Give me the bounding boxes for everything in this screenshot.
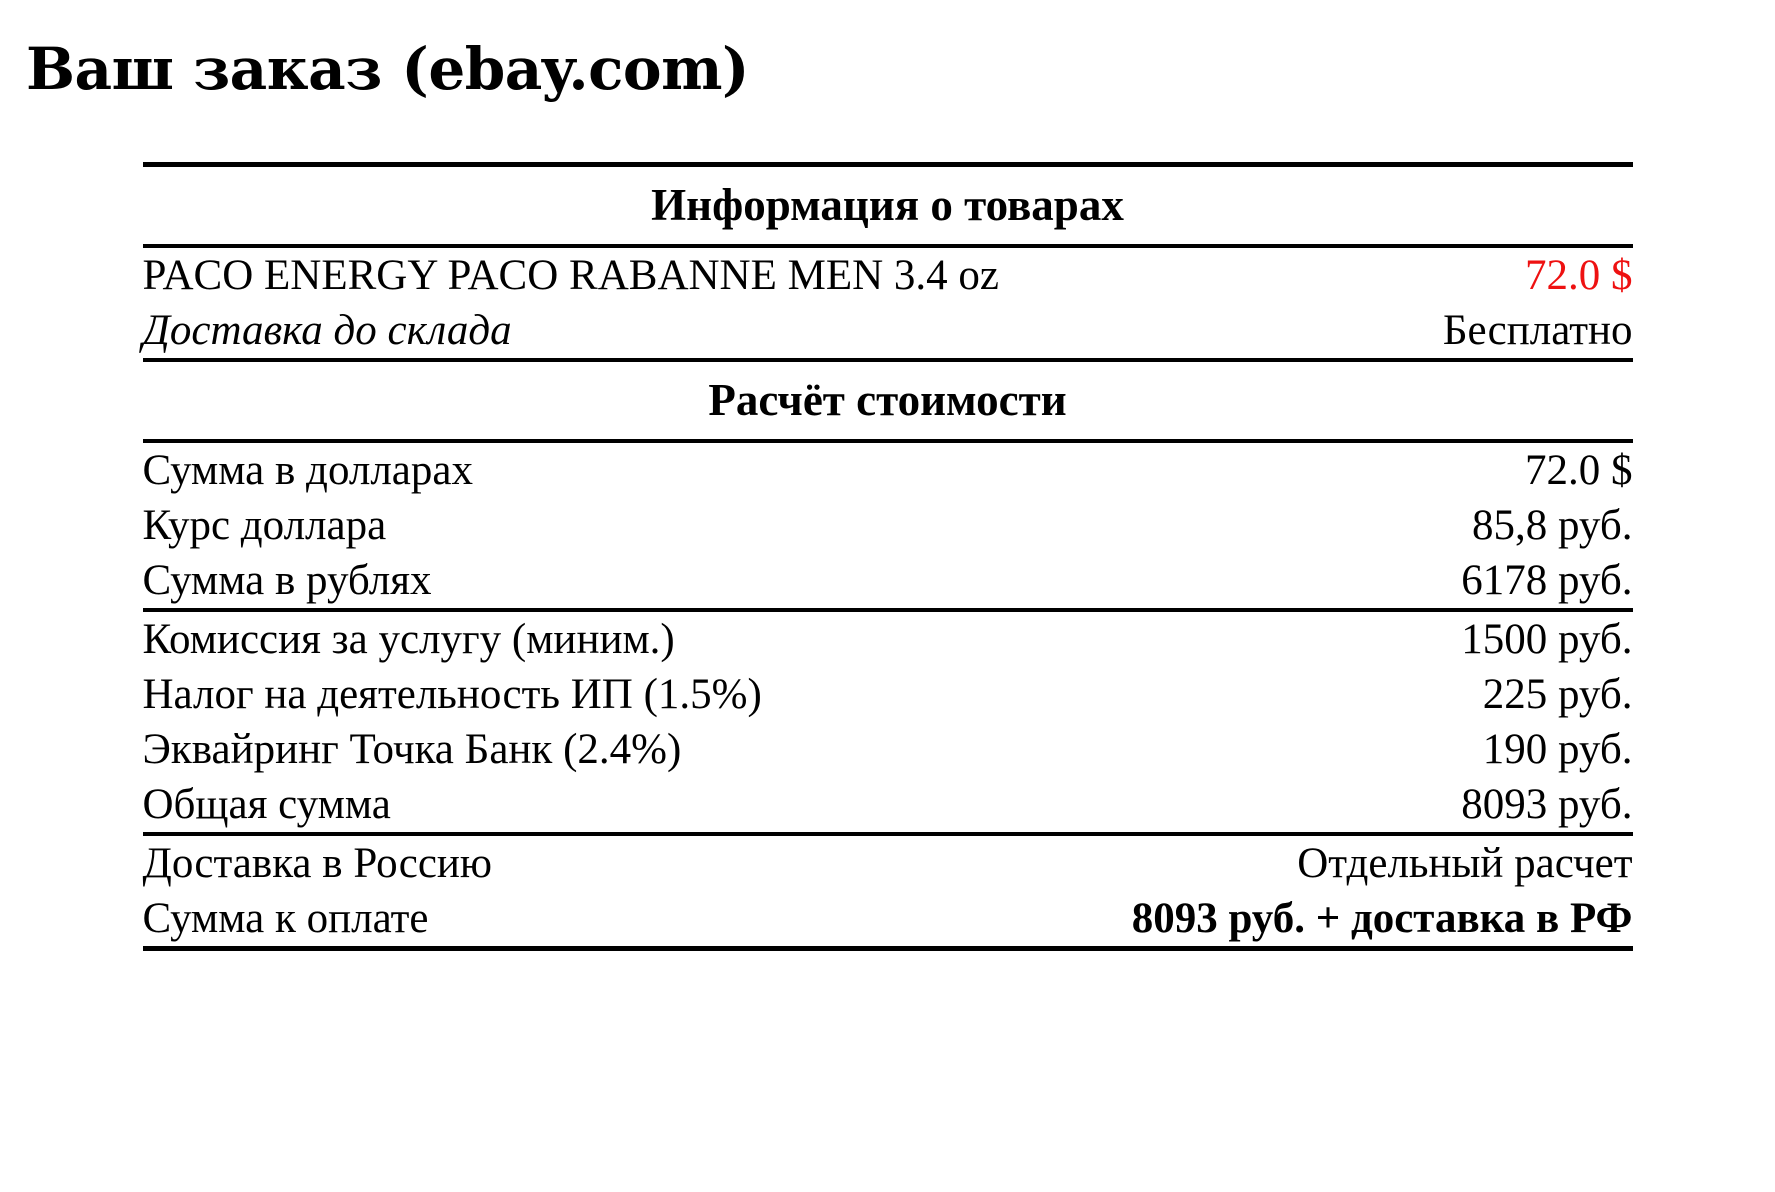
table-row-commission xyxy=(143,610,1633,667)
delivery-russia-label: Доставка в Россию xyxy=(143,834,1083,891)
tax-label: Налог на деятельность ИП (1.5%) xyxy=(142,670,762,718)
table-row-exchange-rate xyxy=(143,498,1633,553)
payable-value: 8093 руб. + доставка в РФ xyxy=(1083,891,1633,949)
tax-value: 225 руб. xyxy=(1482,670,1633,718)
table-row-item xyxy=(143,246,1633,303)
exchange-rate-label: Курс доллара xyxy=(142,501,387,549)
sum-usd-value: 72.0 $ xyxy=(1083,441,1633,498)
order-summary-table xyxy=(143,162,1633,951)
sum-usd-label: Сумма в долларах xyxy=(143,441,1083,498)
sum-rub-value: 6178 руб. xyxy=(1461,556,1633,604)
table-row-acquiring xyxy=(143,722,1633,777)
acquiring-label: Эквайринг Точка Банк (2.4%) xyxy=(142,725,682,773)
sum-rub-label: Сумма в рублях xyxy=(142,556,432,604)
table-row-payable xyxy=(143,891,1633,949)
acquiring-value: 190 руб. xyxy=(1482,725,1633,773)
commission-value: 1500 руб. xyxy=(1083,610,1633,667)
warehouse-delivery-value: Бесплатно xyxy=(1442,306,1633,354)
table-row-warehouse-delivery xyxy=(143,303,1633,360)
table-row-sum-usd xyxy=(143,441,1633,498)
payable-label: Сумма к оплате xyxy=(143,891,1083,949)
total-value: 8093 руб. xyxy=(1461,780,1633,828)
section-header-items xyxy=(143,164,1633,246)
table-row-delivery-russia xyxy=(143,834,1633,891)
section-header-cost xyxy=(143,360,1633,441)
item-name: PACO ENERGY PACO RABANNE MEN 3.4 oz xyxy=(143,246,1083,303)
section-header-cost-label: Расчёт стоимости xyxy=(143,360,1633,441)
item-price: 72.0 $ xyxy=(1083,246,1633,303)
table-row-sum-rub xyxy=(143,553,1633,610)
warehouse-delivery-label: Доставка до склада xyxy=(142,306,512,354)
order-summary-container xyxy=(143,162,1633,951)
delivery-russia-value: Отдельный расчет xyxy=(1083,834,1633,891)
section-header-items-label: Информация о товарах xyxy=(143,164,1633,246)
table-row-total xyxy=(143,777,1633,834)
page-title: Ваш заказ (ebay.com) xyxy=(26,35,749,103)
total-label: Общая сумма xyxy=(142,780,391,828)
commission-label: Комиссия за услугу (миним.) xyxy=(143,610,1083,667)
exchange-rate-value: 85,8 руб. xyxy=(1472,501,1633,549)
table-row-tax xyxy=(143,667,1633,722)
